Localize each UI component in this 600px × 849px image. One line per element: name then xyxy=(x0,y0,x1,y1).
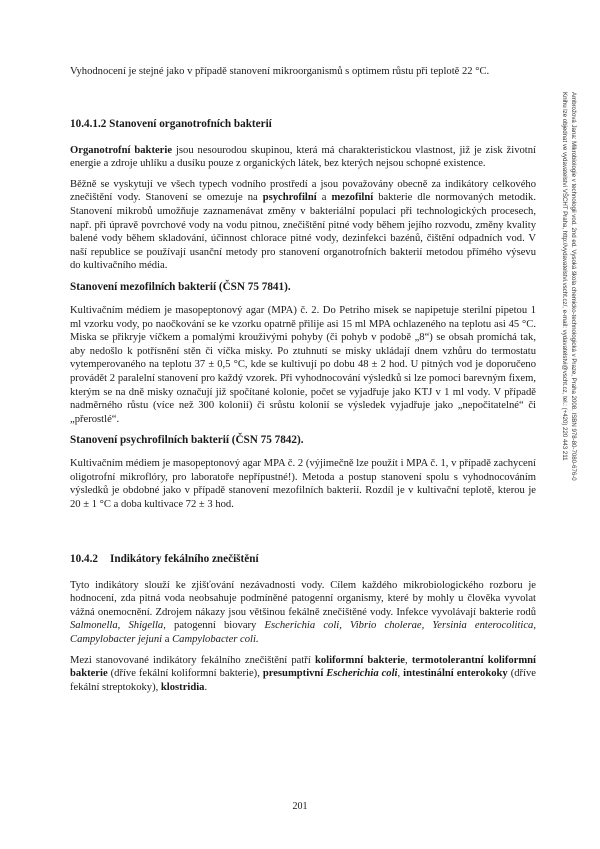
citation-line-1: Ambrožová Jana: Mikrobiologie v technologii vod. 2nd ed. Vysoká škola chemicko-technologická v Praze, Praha 2008. ISBN 978-80-7080-676-0 xyxy=(570,92,577,481)
text-span: Tyto indikátory slouží ke zjišťování nezávadnosti vody. Cílem každého mikrobiologického rozboru je hodnocení, zda pitná voda neobsahuje podmíněné patogenní organismy, které by mohly u člověka vyvolat vážná onemocnění. Zdrojem nákazy jsou většinou fekálně znečištěné vody. Infekce vyvolávají bakterie rodů xyxy=(70,579,536,618)
text-span: , xyxy=(405,654,412,666)
term-mesophilic: mezofilní xyxy=(331,192,374,204)
page-number: 201 xyxy=(292,801,308,812)
taxon-names: Salmonella, Shigella xyxy=(70,620,164,632)
term-clostridia: klostridia xyxy=(160,681,205,693)
term-coliform: koliformní bakterie xyxy=(314,654,406,666)
paragraph-organotrophic-occurrence xyxy=(70,178,536,273)
term-presumptive: presumptivní xyxy=(262,668,327,680)
intro-paragraph: Vyhodnocení je stejné jako v případě stanovení mikroorganismů s optimem růstu při teplotě 22 °C. xyxy=(70,66,490,77)
term-thermotolerant-coliform: termotolerantní koliformní bakterie xyxy=(70,654,536,680)
margin-citation xyxy=(548,92,578,592)
term-e-coli: Escherichia coli xyxy=(326,668,398,680)
citation-line-2: Knihu lze objednat ve vydavatelství VŠCHT Praha, http://vydavatelstvi.vscht.cz/, e-mail: vydavatelstvi@vscht.cz, tel.: (+420) 220 443 211 xyxy=(561,92,568,461)
text-span: (dříve fekální streptokoky), xyxy=(70,668,536,693)
text-span: jsou nesourodou skupinou, která má charakteristickou vlastnost, již je zisk životní energie a zdroje uhlíku a dusíku pouze z organických látek, bez kterých nejsou schopné existence. xyxy=(70,144,536,170)
text-span: , xyxy=(397,668,404,680)
text-span: Mezi stanovované indikátory fekálního znečištění patří xyxy=(70,654,315,666)
paragraph-organotrophic-definition xyxy=(70,144,536,171)
taxon-names: Campylobacter coli. xyxy=(172,634,259,646)
text-span: , patogenní biovary xyxy=(163,620,265,632)
section-number: 10.4.2 xyxy=(70,552,98,565)
section-heading-fecal-indicators xyxy=(70,552,536,566)
paragraph-mesophilic: Kultivačním médiem je masopeptonový agar (MPA) č. 2. Do Petriho misek se napipetuje sterilní pipetou 1 ml vzorku vody, po naočkování se ke vzorku opatrně přilije asi 15 ml MPA ochlazeného na teplotu asi 45 °C. Miska se přikryje víčkem a pomalými krouživými pohyby (či pohyb v podobě „8“) se obsah promíchá tak, aby nedošlo k potřísnění stěn či víčka misky. Po ztuhnutí se misky ukládají dnem vzhůru do termostatu vytemperovaného na teplotu 37 ± 0,5 °C, kde se kultivují po dobu 48 ± 2 hod. U pitných vod je doporučeno provádět 2 paralelní stanovení pro každý vzorek. Při vyhodnocování výsledků si lze pomoci barevným fixem, kterým se na dně misky označují již spočítané kolonie, počet se vyjadřuje jako KTJ v 1 ml vody. V případě nadměrného růstu (více než 300 kolonií) či srůstu kolonií se výsledek vyjadřuje jako „nepočitatelné“ či „přerostlé“. xyxy=(70,304,536,425)
text-span: a xyxy=(316,192,332,204)
text-span: . xyxy=(204,681,208,693)
text-span: Běžně se vyskytují ve všech typech vodního prostředí a jsou považovány obecně za indikátory celkového znečištění vody. Stanovení se omezuje na xyxy=(70,178,536,204)
paragraph-indicator-list xyxy=(70,654,536,695)
paragraph-fecal-indicators xyxy=(70,579,536,647)
subheading-mesophilic: Stanovení mezofilních bakterií (ČSN 75 7841). xyxy=(70,280,291,293)
term-organotrophic: Organotrofní bakterie xyxy=(70,144,173,156)
subheading-psychrophilic: Stanovení psychrofilních bakterií (ČSN 75 7842). xyxy=(70,434,304,447)
section-heading-organotrophic: 10.4.1.2 Stanovení organotrofních bakterií xyxy=(70,117,272,130)
term-enterococci: intestinální enterokoky xyxy=(403,668,508,680)
page-content xyxy=(70,65,536,694)
text-span: (dříve fekální koliformní bakterie), xyxy=(107,668,263,680)
term-psychrophilic: psychrofilní xyxy=(262,192,317,204)
text-span: bakterie dle normovaných metodik. Stanovení mikrobů umožňuje zaznamenávat změny v bakteriální populaci při technologických procesech, např. při úpravě povrchové vody na vodu pitnou, znečištění pitné vody během jejího rozvodu, změny kvality balené vody během skladování, účinnost chlorace pitné vody, dezinfekci bazénů, čištění odpadních vod. V naší republice se používají usanční metody pro stanovení organotrofních bakterií metodou přímého výsevu do kultivačního média. xyxy=(70,192,536,272)
section-title: Indikátory fekálního znečištění xyxy=(110,552,259,565)
text-span: a xyxy=(162,634,173,646)
taxon-names: Escherichia coli, Vibrio cholerae, Yersinia enterocolitica, Campylobacter jejuni xyxy=(70,620,537,646)
paragraph-psychrophilic: Kultivačním médiem je masopeptonový agar MPA č. 2 (výjimečně lze použít i MPA č. 1, v případě zachycení oligotrofní mikroflóry, pro laboratoře nepřípustné!). Metoda a postup stanovení spolu s vyhodnocováním výsledků je obdobné jako v případě stanovení mezofilních bakterií. Rozdíl je v kultivační teplotě, kterou je 20 ± 1 °C a doba kultivace 72 ± 3 hod. xyxy=(70,458,536,511)
